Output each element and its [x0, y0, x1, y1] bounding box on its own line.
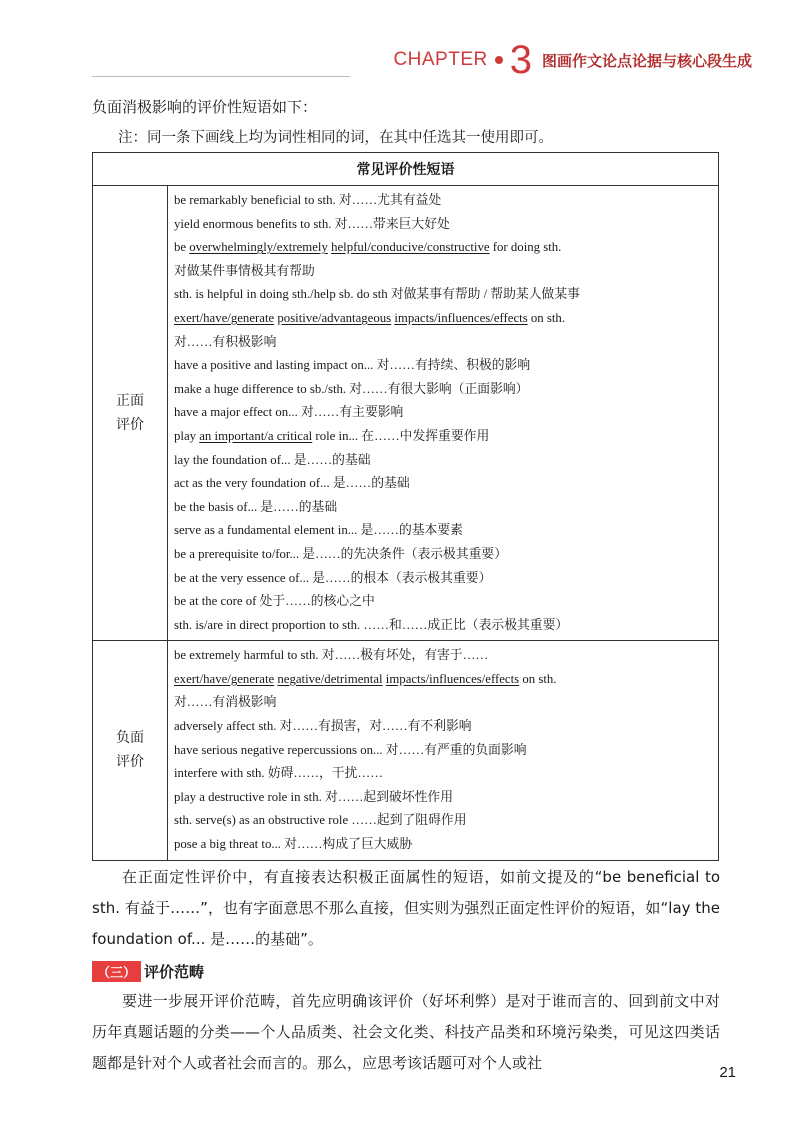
phrase-row: adversely affect sth. 对……有损害，对……有不利影响 [174, 719, 472, 734]
phrase-segment: on sth. [519, 671, 557, 686]
phrase-row [174, 236, 718, 260]
chapter-dot-icon [495, 56, 503, 64]
phrase-row: interfere with sth. 妨碍……，干扰…… [174, 766, 383, 781]
phrase-row: lay the foundation of... 是……的基础 [174, 452, 371, 467]
phrase-row: be extremely harmful to sth. 对……极有坏处，有害于…… [174, 648, 489, 663]
phrase-row: be remarkably beneficial to sth. 对……尤其有益处 [174, 193, 442, 207]
intro-text: 负面消极影响的评价性短语如下： [92, 98, 318, 116]
negative-category-label [93, 641, 168, 860]
phrase-segment: on sth. [527, 310, 566, 325]
section-badge: （三） [92, 961, 141, 982]
underlined-word-group: exert/have/generate [174, 310, 275, 325]
chapter-number: 3 [509, 38, 532, 82]
phrase-segment: play [174, 428, 200, 443]
negative-phrase-list [168, 641, 719, 860]
header-rule [92, 76, 350, 77]
phrase-row [174, 425, 718, 449]
phrase-row: 对……有积极影响 [174, 334, 277, 349]
phrase-row: be the basis of... 是……的基础 [174, 499, 338, 514]
phrase-row: sth. serve(s) as an obstructive role ……起到了阻碍作用 [174, 813, 467, 828]
phrase-row: be at the core of 处于……的核心之中 [174, 594, 375, 609]
positive-phrase-list [168, 186, 719, 641]
phrase-row: be a prerequisite to/for... 是……的先决条件（表示极其重要） [174, 546, 508, 561]
negative-label-line1: 负面 [116, 730, 144, 747]
note-text: 注：同一条下画线上均为词性相同的词，在其中任选其一使用即可。 [118, 130, 553, 146]
phrase-row: sth. is/are in direct proportion to sth. ……和……成正比（表示极其重要） [174, 617, 569, 632]
phrase-row: 对做某件事情极其有帮助 [174, 263, 315, 278]
chapter-header [393, 40, 752, 80]
phrase-row: sth. is helpful in doing sth./help sb. do sth 对做某事有帮助 / 帮助某人做某事 [174, 287, 580, 302]
positive-category-label [93, 186, 168, 641]
underlined-word-group: helpful/conducive/constructive [331, 240, 490, 255]
chapter-title: 图画作文论点论据与核心段生成 [541, 51, 752, 70]
phrase-row: have serious negative repercussions on... 对……有严重的负面影响 [174, 742, 527, 757]
positive-label-line1: 正面 [116, 393, 144, 410]
table-title: 常见评价性短语 [93, 153, 719, 186]
underlined-word-group: negative/detrimental [277, 671, 383, 686]
phrase-row: make a huge difference to sb./sth. 对……有很大影响（正面影响） [174, 381, 529, 396]
phrase-row: have a positive and lasting impact on... 对……有持续、积极的影响 [174, 358, 531, 373]
phrase-row: be at the very essence of... 是……的根本（表示极其重要） [174, 570, 492, 585]
phrases-table [92, 152, 719, 861]
underlined-word-group: positive/advantageous [277, 310, 392, 325]
underlined-word-group: exert/have/generate [174, 671, 275, 686]
phrase-row: have a major effect on... 对……有主要影响 [174, 405, 404, 420]
phrase-row: play a destructive role in sth. 对……起到破坏性作用 [174, 789, 454, 804]
phrase-row [174, 307, 718, 331]
underlined-word-group: impacts/influences/effects [385, 671, 520, 686]
underlined-word-group: impacts/influences/effects [394, 310, 528, 325]
section-heading [92, 960, 204, 982]
positive-label-line2: 评价 [116, 417, 144, 434]
phrase-row: 对……有消极影响 [174, 695, 277, 710]
phrase-row: yield enormous benefits to sth. 对……带来巨大好处 [174, 216, 450, 231]
phrase-row [174, 668, 718, 692]
phrase-segment: for doing sth. [489, 240, 562, 255]
section-title: 评价范畴 [144, 962, 205, 981]
paragraph-2: 要进一步展开评价范畴，首先应明确该评价（好坏利弊）是对于谁而言的、回到前文中对历年真题话题的分类——个人品质类、社会文化类、科技产品类和环境污染类，可见这四类话题都是针对个人或者社会而言的。那么，应思考该话题可对个人或社 [92, 992, 720, 1072]
phrase-row: serve as a fundamental element in... 是……的基本要素 [174, 523, 463, 538]
chapter-word: CHAPTER [393, 49, 488, 70]
underlined-word-group: an important/a critical [199, 428, 313, 443]
phrase-segment: be [174, 240, 190, 255]
phrase-segment: role in... 在……中发挥重要作用 [312, 428, 490, 443]
negative-label-line2: 评价 [116, 754, 144, 771]
phrase-row: act as the very foundation of... 是……的基础 [174, 476, 410, 491]
phrase-row: pose a big threat to... 对……构成了巨大威胁 [174, 837, 413, 852]
page-number: 21 [719, 1064, 736, 1081]
underlined-word-group: overwhelmingly/extremely [189, 240, 328, 255]
paragraph-1: 在正面定性评价中，有直接表达积极正面属性的短语，如前文提及的“be beneficial to sth. 有益于……”，也有字面意思不那么直接，但实则为强烈正面定性评价的短语，如“lay the foundation of... 是……的基础”。 [92, 868, 720, 948]
